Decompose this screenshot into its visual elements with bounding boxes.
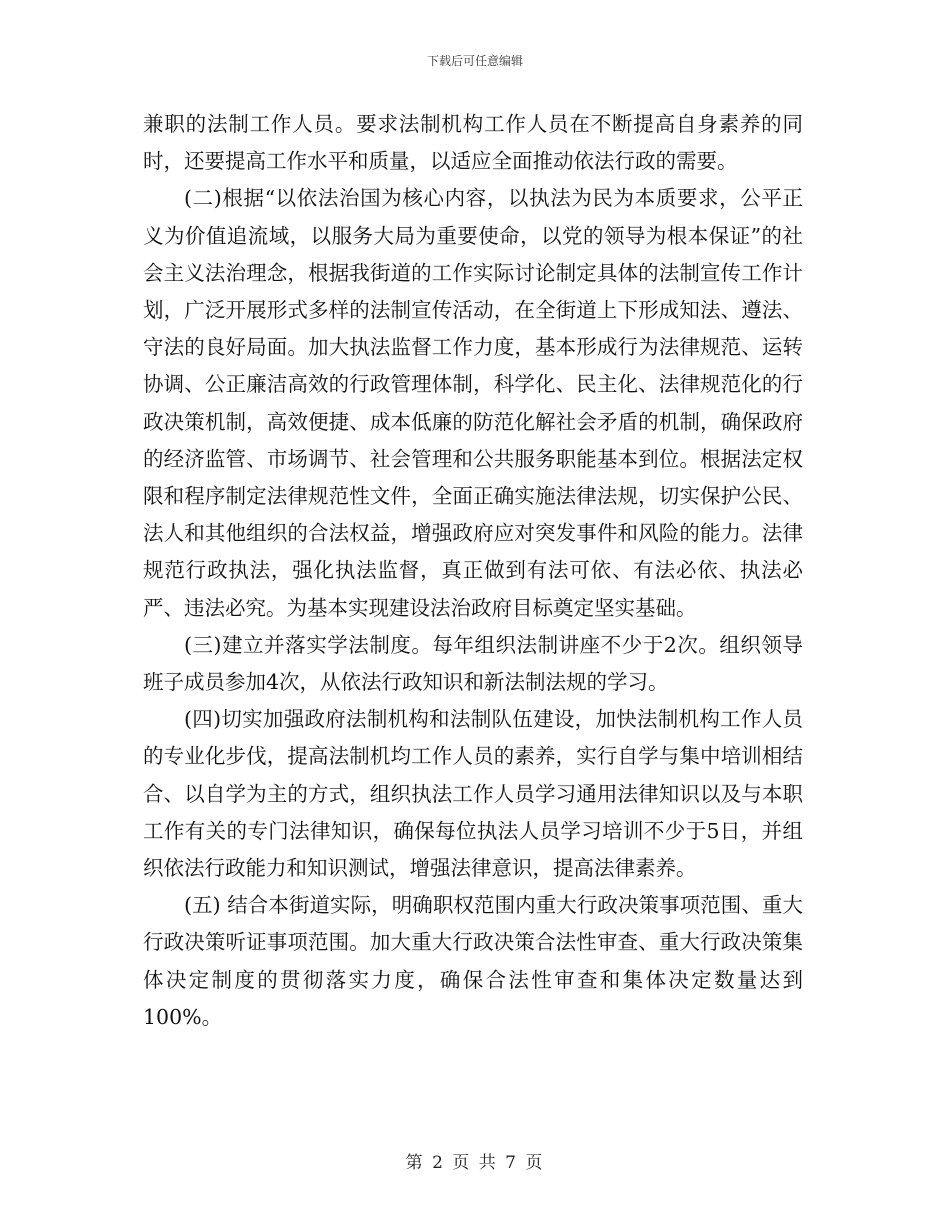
document-body [143, 106, 803, 1036]
page-header: 下载后可任意编辑 [426, 54, 523, 68]
paragraph-section-3: (三)建立并落实学法制度。每年组织法制讲座不少于2次。组织领导班子成员参加4次，从依法行政知识和新法制法规的学习。 [143, 632, 803, 695]
page-number: 第 2 页 共 7 页 [405, 1153, 545, 1173]
paragraph-continuation: 兼职的法制工作人员。要求法制机构工作人员在不断提高自身素养的同时，还要提高工作水平和质量，以适应全面推动依法行政的需要。 [143, 112, 803, 174]
paragraph-section-5: (五) 结合本街道实际，明确职权范围内重大行政决策事项范围、重大行政决策听证事项范围。加大重大行政决策合法性审查、重大行政决策集体决定制度的贯彻落实力度，确保合法性审查和集体决定数量达到100%。 [143, 893, 803, 1029]
paragraph-section-2: (二)根据“以依法治国为核心内容，以执法为民为本质要求，公平正义为价值追流域，以服务大局为重要使命，以党的领导为根本保证”的社会主义法治理念，根据我街道的工作实际讨论制定具体的法制宣传工作计划，广泛开展形式多样的法制宣传活动，在全街道上下形成知法、遵法、守法的良好局面。加大执法监督工作力度，基本形成行为法律规范、运转协调、公正廉洁高效的行政管理体制，科学化、民主化、法律规范化的行政决策机制，高效便捷、成本低廉的防范化解社会矛盾的机制，确保政府的经济监管、市场调节、社会管理和公共服务职能基本到位。根据法定权限和程序制定法律规范性文件，全面正确实施法律法规，切实保护公民、法人和其他组织的合法权益，增强政府应对突发事件和风险的能力。法律规范行政执法，强化执法监督，真正做到有法可依、有法必依、执法必严、违法必究。为基本实现建设法治政府目标奠定坚实基础。 [143, 186, 803, 620]
paragraph-section-4: (四)切实加强政府法制机构和法制队伍建设，加快法制机构工作人员的专业化步伐，提高法制机均工作人员的素养，实行自学与集中培训相结合、以自学为主的方式，组织执法工作人员学习通用法律知识以及与本职工作有关的专门法律知识，确保每位执法人员学习培训不少于5日，并组织依法行政能力和知识测试，增强法律意识，提高法律素养。 [143, 707, 803, 881]
